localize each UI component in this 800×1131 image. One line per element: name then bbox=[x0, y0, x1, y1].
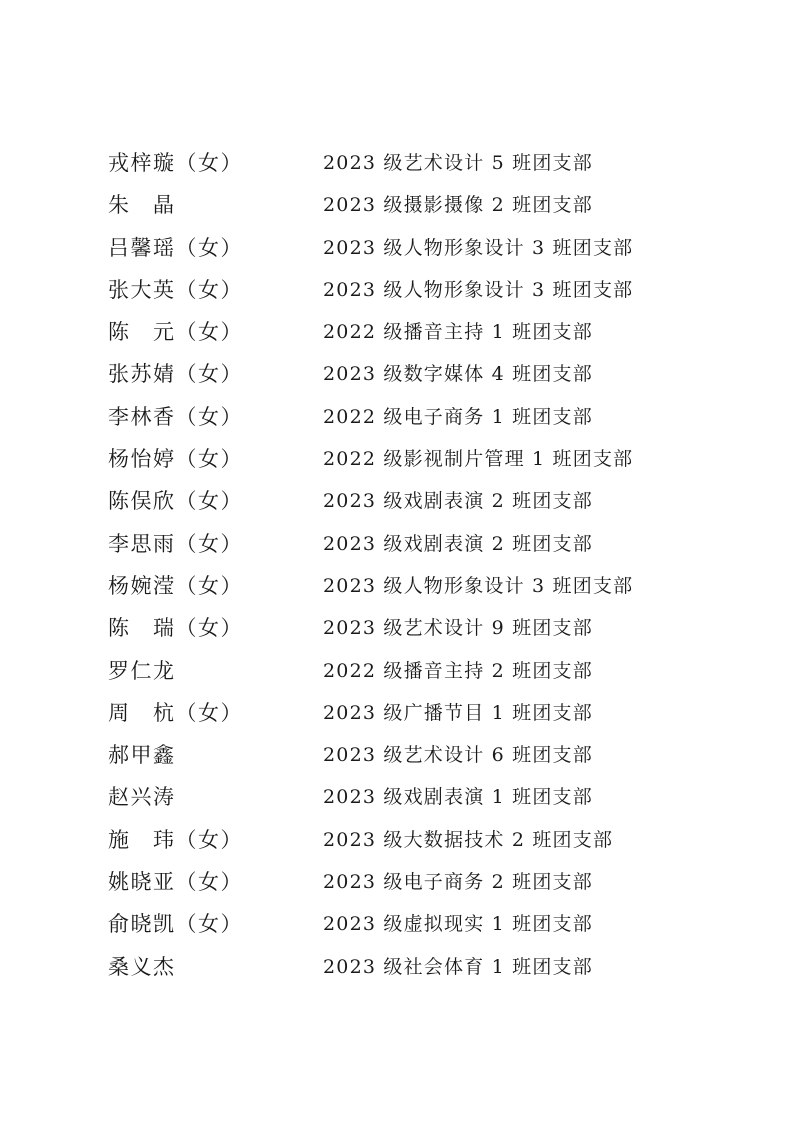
member-unit: 2022 级影视制片管理 1 班团支部 bbox=[323, 448, 634, 471]
list-item bbox=[108, 230, 708, 272]
member-name: 李思雨（女） bbox=[108, 531, 243, 556]
list-item bbox=[108, 568, 708, 610]
member-name: 陈俣欣（女） bbox=[108, 489, 243, 514]
member-unit: 2023 级摄影摄像 2 班团支部 bbox=[323, 194, 593, 217]
member-name: 陈 元（女） bbox=[108, 320, 243, 345]
list-item bbox=[108, 441, 708, 483]
member-name: 杨婉滢（女） bbox=[108, 573, 243, 598]
roster-list bbox=[108, 145, 708, 991]
list-item bbox=[108, 610, 708, 652]
member-name: 郝甲鑫 bbox=[108, 743, 176, 768]
list-item bbox=[108, 653, 708, 695]
list-item bbox=[108, 145, 708, 187]
list-item bbox=[108, 906, 708, 948]
list-item bbox=[108, 822, 708, 864]
list-item bbox=[108, 314, 708, 356]
list-item bbox=[108, 526, 708, 568]
member-unit: 2023 级人物形象设计 3 班团支部 bbox=[323, 574, 634, 597]
member-unit: 2023 级人物形象设计 3 班团支部 bbox=[323, 278, 634, 301]
member-unit: 2023 级电子商务 2 班团支部 bbox=[323, 871, 593, 894]
member-name: 杨怡婷（女） bbox=[108, 447, 243, 472]
member-name: 桑义杰 bbox=[108, 954, 176, 979]
member-name: 吕馨瑶（女） bbox=[108, 235, 243, 260]
member-name: 张苏婧（女） bbox=[108, 362, 243, 387]
member-unit: 2023 级人物形象设计 3 班团支部 bbox=[323, 236, 634, 259]
list-item bbox=[108, 356, 708, 398]
member-unit: 2023 级艺术设计 9 班团支部 bbox=[323, 617, 593, 640]
member-unit: 2023 级广播节目 1 班团支部 bbox=[323, 701, 593, 724]
member-unit: 2022 级播音主持 2 班团支部 bbox=[323, 659, 593, 682]
member-name: 朱 晶 bbox=[108, 193, 176, 218]
member-unit: 2023 级戏剧表演 2 班团支部 bbox=[323, 490, 593, 513]
member-unit: 2023 级艺术设计 5 班团支部 bbox=[323, 152, 593, 174]
member-name: 陈 瑞（女） bbox=[108, 616, 243, 641]
member-unit: 2023 级戏剧表演 1 班团支部 bbox=[323, 786, 593, 809]
member-unit: 2023 级社会体育 1 班团支部 bbox=[323, 955, 593, 978]
member-name: 俞晓凯（女） bbox=[108, 912, 243, 937]
member-name: 周 杭（女） bbox=[108, 700, 243, 725]
member-name: 施 玮（女） bbox=[108, 827, 243, 852]
list-item bbox=[108, 864, 708, 906]
member-unit: 2023 级戏剧表演 2 班团支部 bbox=[323, 532, 593, 555]
member-name: 姚晓亚（女） bbox=[108, 870, 243, 895]
list-item bbox=[108, 737, 708, 779]
member-unit: 2023 级大数据技术 2 班团支部 bbox=[323, 828, 614, 851]
list-item bbox=[108, 779, 708, 821]
member-name: 赵兴涛 bbox=[108, 785, 176, 810]
member-unit: 2023 级虚拟现实 1 班团支部 bbox=[323, 913, 593, 936]
list-item bbox=[108, 949, 708, 991]
list-item bbox=[108, 399, 708, 441]
member-name: 张大英（女） bbox=[108, 277, 243, 302]
member-unit: 2023 级数字媒体 4 班团支部 bbox=[323, 363, 593, 386]
list-item bbox=[108, 483, 708, 525]
member-unit: 2022 级播音主持 1 班团支部 bbox=[323, 321, 593, 344]
list-item bbox=[108, 187, 708, 229]
member-unit: 2022 级电子商务 1 班团支部 bbox=[323, 405, 593, 428]
member-name: 罗仁龙 bbox=[108, 658, 176, 683]
list-item bbox=[108, 272, 708, 314]
member-name: 戎梓璇（女） bbox=[108, 151, 243, 175]
member-name: 李林香（女） bbox=[108, 404, 243, 429]
member-unit: 2023 级艺术设计 6 班团支部 bbox=[323, 744, 593, 767]
list-item bbox=[108, 695, 708, 737]
